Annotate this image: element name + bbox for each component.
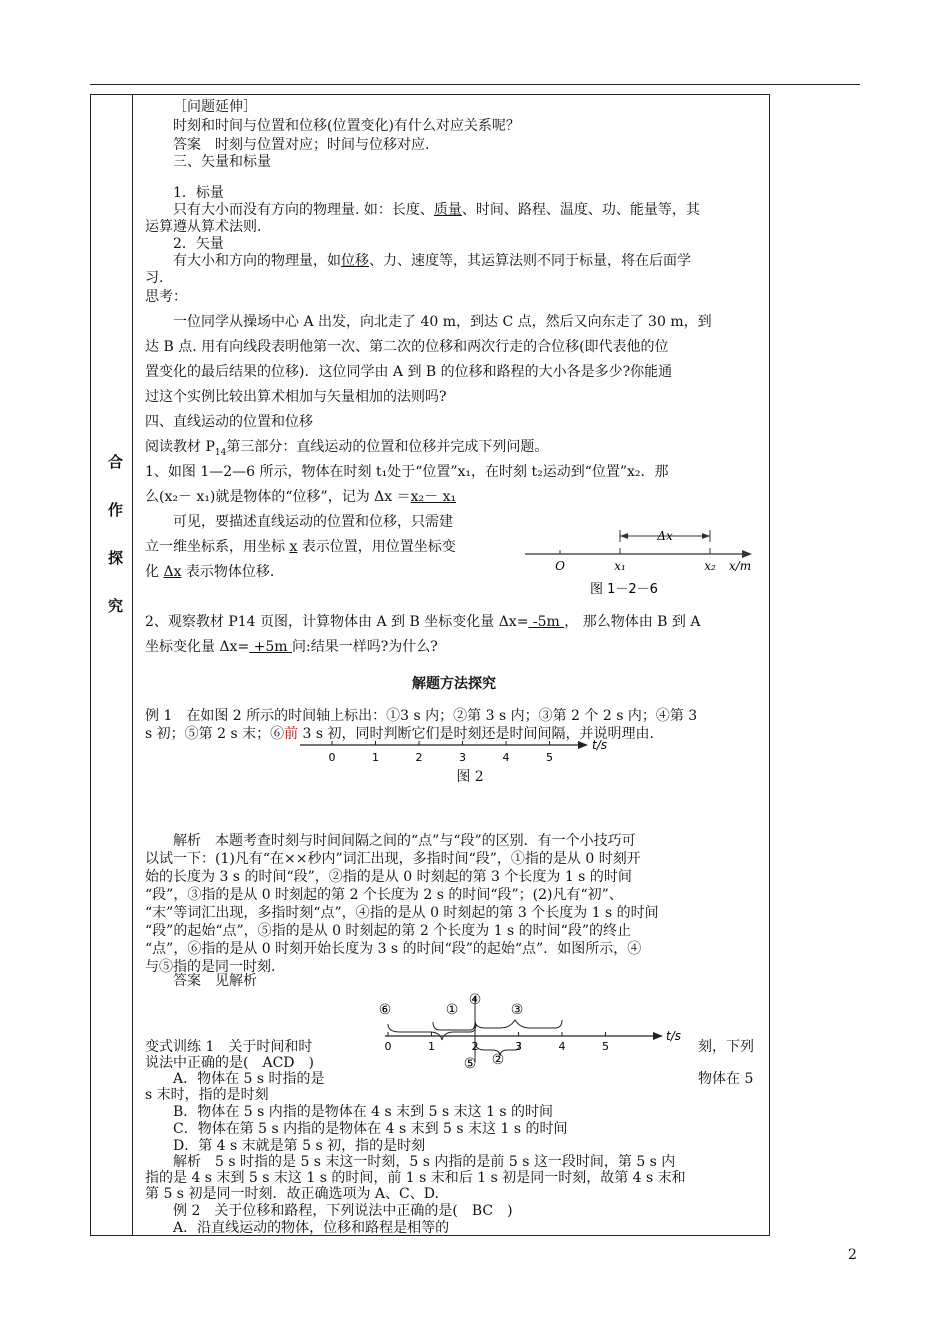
axis-tick-label: 2 [471,1040,479,1053]
option-line: A．物体在 5 s 时指的是 [173,1071,325,1087]
question-line: 变式训练 1 关于时间和时 [145,1039,313,1055]
answer-line: 答案 见解析 [173,973,257,989]
text-line: 化 Δx 表示物体位移. [145,564,275,580]
option-line: C．物体在第 5 s 内指的是物体在 4 s 末到 5 s 末这 1 s 的时间 [173,1121,568,1137]
side-label-3: 探 [108,549,124,567]
axis-tick-label: 1 [372,751,379,764]
text-line: 有大小和方向的物理量，如位移、力、速度等，其运算法则不同于标量，将在后面学 [173,253,691,269]
circled-3: ③ [510,1002,524,1018]
axis-tick-label: 5 [546,751,553,764]
circled-5: ⑤ [463,1056,477,1072]
t-axis-label-2: t/s [666,1029,681,1043]
option-line: 物体在 5 [698,1071,754,1087]
text-line: 么(x₂－ x₁)就是物体的“位移”，记为 Δx ＝x₂－ x₁ [145,489,457,505]
dx-label: Δx [657,529,673,543]
axis-tick-label: 1 [428,1040,435,1053]
time-axis-figure [300,737,630,767]
text-line: 2、观察教材 P14 页图，计算物体由 A 到 B 坐标变化量 Δx= -5m ， 那么物体由 B 到 A [145,614,701,630]
axis-tick-label: 0 [328,751,336,764]
side-label-2: 作 [108,501,124,519]
page-number: 2 [848,1247,857,1263]
text-line: ［问题延伸］ [173,99,257,115]
t-axis-label: t/s [592,738,607,752]
axis-tick-label: 0 [384,1040,392,1053]
text-line: 阅读教材 $P_{14}$第三部分：直线运动的位置和位移并完成下列问题。 [145,439,549,458]
circled-1: ① [445,1002,459,1018]
subheading: 1．标量 [173,185,224,201]
analysis-line: 第 5 s 初是同一时刻．故正确选项为 A、C、D. [145,1186,439,1202]
option-line: B．物体在 5 s 内指的是物体在 4 s 末到 5 s 末这 1 s 的时间 [173,1104,554,1120]
section-heading: 四、直线运动的位置和位移 [145,414,313,430]
example-line: s 初；⑤第 2 s 末；⑥前 3 s 初，同时判断它们是时刻还是时间间隔，并说明理由. [145,726,654,742]
text-line: 过这个实例比较出算术相加与矢量相加的法则吗? [145,389,447,405]
option-line: D．第 4 s 末就是第 5 s 初，指的是时刻 [173,1138,426,1154]
origin-label: O [555,559,565,573]
displacement-figure [520,520,765,600]
axis-tick-label: 3 [515,1040,522,1053]
text-line: 达 B 点. 用有向线段表明他第一次、第二次的位移和两次行走的合位移(即代表他的位 [145,339,669,355]
table-divider-left [132,94,133,1236]
text-line: 一位同学从操场中心 A 出发，向北走了 40 m，到达 C 点，然后又向东走了 30 m，到 [173,314,712,330]
axis-tick-label: 3 [459,751,466,764]
text-line: 习. [145,270,164,286]
analysis-line: “段”的起始“点”，⑤指的是从 0 时刻起的第 2 个长度为 1 s 的时间“段”的终止 [145,923,631,939]
text-line: 思考： [145,289,187,305]
text-line: 1、如图 1—2—6 所示，物体在时刻 t₁处于“位置”x₁，在时刻 t₂运动到“位置”x₂．那 [145,464,669,480]
question-line: 说法中正确的是( ACD ) [145,1055,314,1071]
subheading: 2．矢量 [173,236,224,252]
text-line: 置变化的最后结果的位移)．这位同学由 A 到 B 的位移和路程的大小各是多少?你能通 [145,364,673,380]
example-line: 例 1 在如图 2 所示的时间轴上标出：①3 s 内；②第 3 s 内；③第 2 个 2 s 内；④第 3 [145,708,698,724]
text-line: 只有大小而没有方向的物理量. 如：长度、质量、时间、路程、温度、功、能量等，其 [173,202,700,218]
question-line: 刻，下列 [698,1039,754,1055]
option-line: s 末时，指的是时刻 [145,1087,269,1103]
text-line: 坐标变化量 Δx= +5m 问:结果一样吗?为什么? [145,639,438,655]
section-title: 解题方法探究 [412,676,496,692]
analysis-line: “段”，③指的是从 0 时刻起的第 2 个长度为 2 s 的时间“段”；(2)凡有“初”、 [145,887,623,903]
example-line: 例 2 关于位移和路程，下列说法中正确的是( BC ) [173,1203,513,1219]
analysis-line: “点”，⑥指的是从 0 时刻开始长度为 3 s 的时间“段”的起始“点”．如图所示，④ [145,941,642,957]
axis-tick-label: 5 [602,1040,609,1053]
top-rule [90,84,860,85]
circled-4: ④ [468,992,482,1008]
circled-2: ② [491,1052,505,1068]
analysis-line: 解析 5 s 时指的是 5 s 末这一时刻，5 s 内指的是前 5 s 这一段时间，第 5 s 内 [173,1154,676,1170]
analysis-line: 指的是 4 s 末到 5 s 末这 1 s 的时间，前 1 s 末和后 1 s 初是同一时刻，故第 4 s 末和 [145,1170,686,1186]
axis-tick-label: 4 [502,751,510,764]
x2-label: x₂ [704,559,716,573]
analysis-line: 以试一下：(1)凡有“在××秒内”词汇出现，多指时间“段”，①指的是从 0 时刻开 [145,851,641,867]
option-line: A．沿直线运动的物体，位移和路程是相等的 [173,1220,450,1236]
axis-tick-label: 4 [558,1040,566,1053]
text-line: 时刻和时间与位置和位移(位置变化)有什么对应关系呢？ [173,118,520,134]
side-label-1: 合 [108,453,124,471]
axis-tick-label: 2 [415,751,423,764]
text-line: 运算遵从算术法则. [145,219,262,235]
side-label-4: 究 [108,597,124,615]
figure-caption: 图 2 [456,769,484,785]
analysis-line: 解析 本题考查时刻与时间间隔之间的“点”与“段”的区别．有一个小技巧可 [173,833,636,849]
analysis-line: 与⑤指的是同一时刻. [145,959,276,975]
text-line: 立一维坐标系，用坐标 x 表示位置，用位置坐标变 [145,539,456,555]
text-line: 答案 时刻与位置对应；时间与位移对应. [173,137,430,153]
x1-label: x₁ [614,559,626,573]
text-line: 可见，要描述直线运动的位置和位移，只需建 [173,514,453,530]
analysis-line: “末”等词汇出现，多指时刻“点”，④指的是从 0 时刻起的第 3 个长度为 1 s 的时间 [145,905,659,921]
axis-label: x/m [728,559,752,573]
circled-6: ⑥ [378,1002,392,1018]
figure-caption: 图 1－2－6 [590,582,658,597]
analysis-line: 始的长度为 3 s 的时间“段”，②指的是从 0 时刻起的第 3 个长度为 1 s 的时间 [145,869,632,885]
section-heading: 三、矢量和标量 [173,154,271,170]
